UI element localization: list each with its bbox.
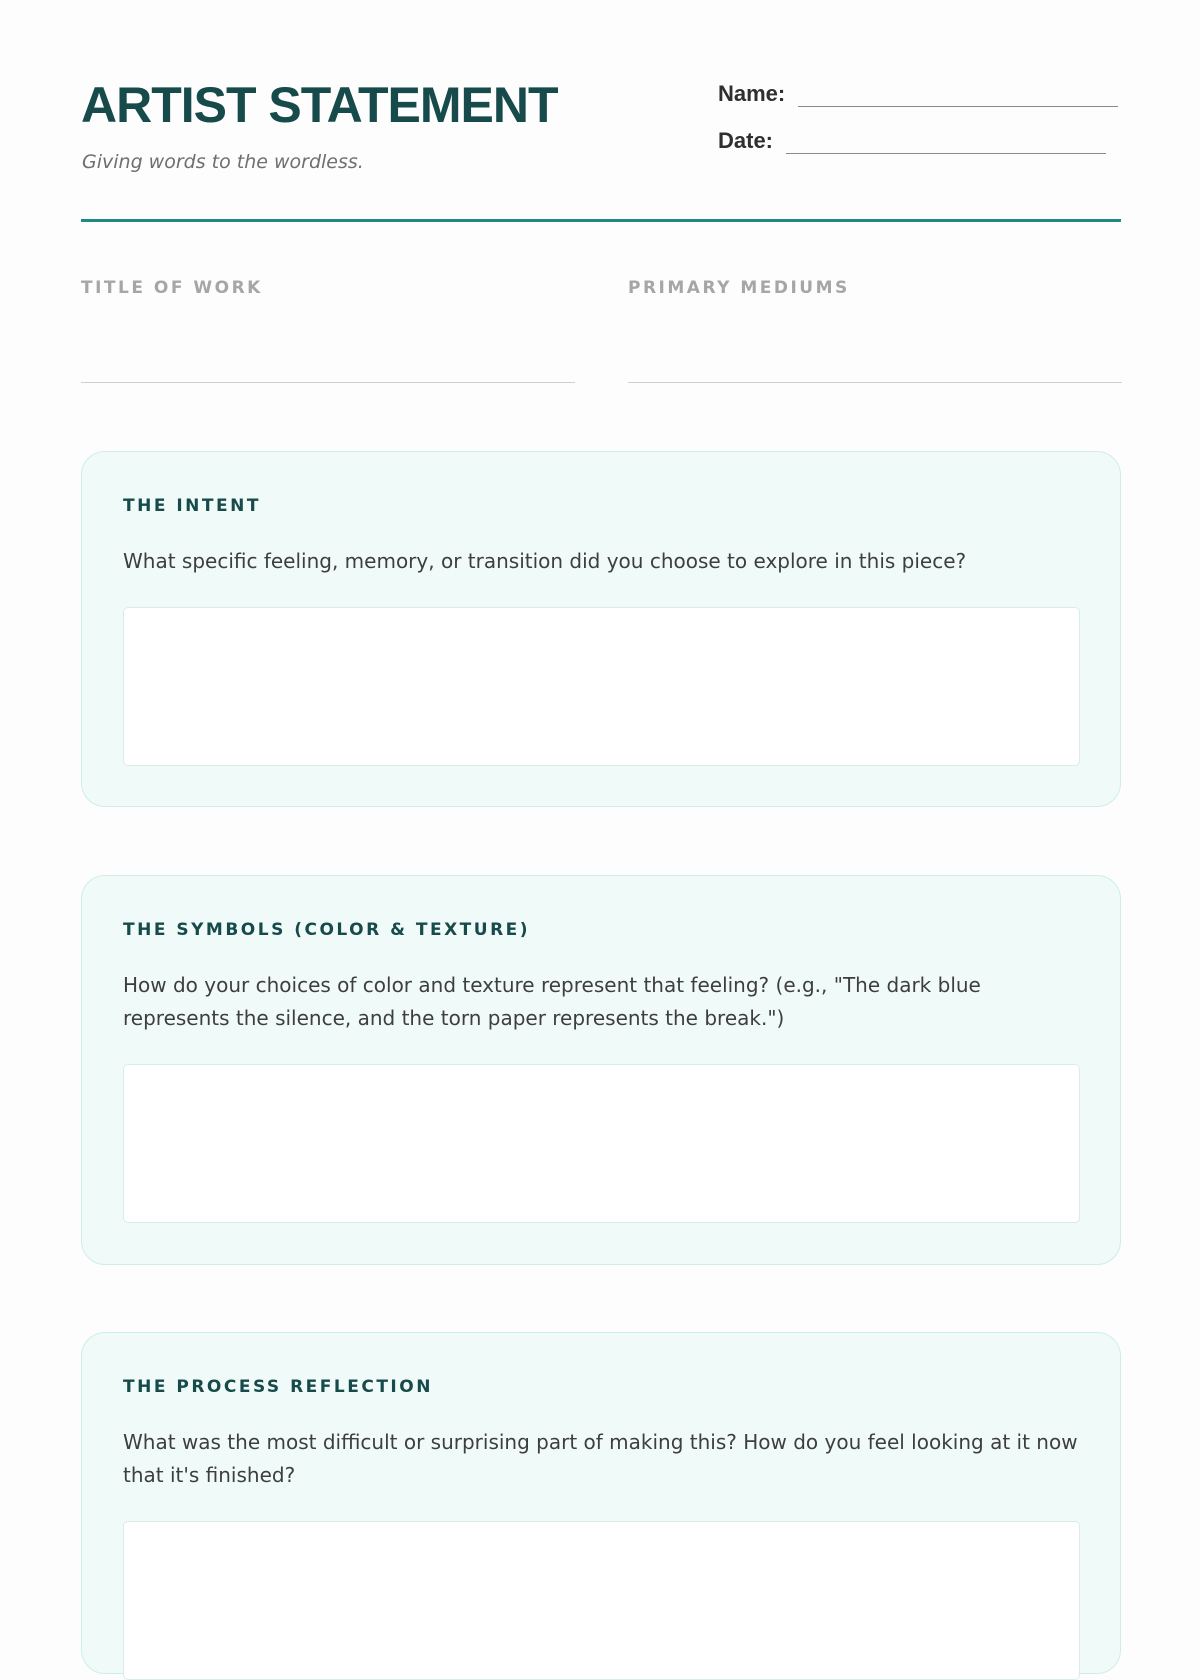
worksheet-header: [81, 0, 1121, 223]
title-of-work-label: TITLE OF WORK: [81, 278, 263, 298]
intent-section: [81, 451, 1121, 807]
name-row: [718, 81, 1118, 107]
process-question: What was the most difficult or surprising part of making this? How do you feel looking at it now that it's finished?: [123, 1430, 1078, 1487]
date-field[interactable]: [786, 129, 1106, 154]
name-field[interactable]: [798, 82, 1118, 107]
process-answer-box[interactable]: [123, 1521, 1080, 1680]
symbols-question: How do your choices of color and texture represent that feeling? (e.g., "The dark blue represents the silence, and the torn paper represents the break."): [123, 973, 981, 1030]
intent-answer-box[interactable]: [123, 607, 1080, 766]
name-label: Name:: [718, 81, 786, 106]
symbols-heading: THE SYMBOLS (COLOR & TEXTURE): [123, 920, 531, 940]
title-of-work-field[interactable]: [81, 382, 575, 383]
date-row: [718, 128, 1106, 154]
worksheet-page: [81, 0, 1121, 1487]
header-divider: [81, 219, 1121, 222]
primary-mediums-field[interactable]: [628, 382, 1122, 383]
process-heading: THE PROCESS REFLECTION: [123, 1377, 433, 1397]
intent-heading: THE INTENT: [123, 496, 261, 516]
title-of-work-group: [81, 278, 575, 298]
page-subtitle: Giving words to the wordless.: [82, 151, 364, 173]
process-section: [81, 1332, 1121, 1674]
primary-mediums-label: PRIMARY MEDIUMS: [628, 278, 850, 298]
date-label: Date:: [718, 128, 774, 153]
symbols-section: [81, 875, 1121, 1265]
intent-question: What specific feeling, memory, or transition did you choose to explore in this piece?: [123, 549, 967, 573]
symbols-answer-box[interactable]: [123, 1064, 1080, 1223]
primary-mediums-group: [628, 278, 1122, 298]
page-title: ARTIST STATEMENT: [81, 77, 558, 133]
